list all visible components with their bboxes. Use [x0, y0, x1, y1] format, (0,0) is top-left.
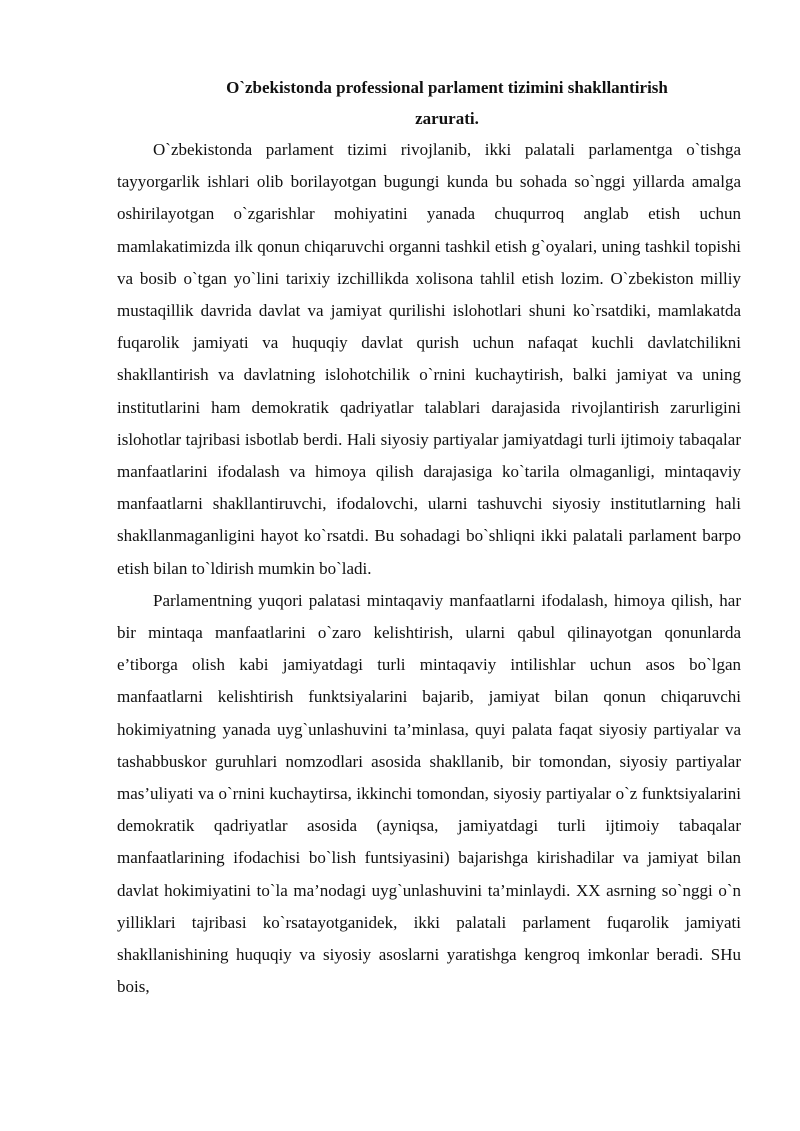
document-title: [117, 72, 741, 134]
title-line-2: zarurati.: [415, 109, 479, 128]
body-paragraph-1: O`zbekistonda parlament tizimi rivojlanib, ikki palatali parlamentga o`tishga tayyorgarlik ishlari olib borilayotgan bugungi kunda bu sohada so`nggi yillarda amalga oshirilayotgan o`zgarishlar mohiyatini yanada chuqurroq anglab etish uchun mamlakatimizda ilk qonun chiqaruvchi organni tashkil etish g`oyalari, uning tashkil topishi va bosib o`tgan yo`lini tarixiy izchillikda xolisona tahlil etish lozim. O`zbekiston milliy mustaqillik davrida davlat va jamiyat qurilishi islohotlari shuni ko`rsatdiki, mamlakatda fuqarolik jamiyati va huquqiy davlat qurish uchun nafaqat kuchli davlatchilikni shakllantirish va davlatning islohotchilik o`rnini kuchaytirish, balki jamiyat va uning institutlarini ham demokratik qadriyatlar talablari darajasida rivojlantirish zarurligini islohotlar tajribasi isbotlab berdi. Hali siyosiy partiyalar jamiyatdagi turli ijtimoiy tabaqalar manfaatlarini ifodalash va himoya qilish darajasiga ko`tarila olmaganligi, mintaqaviy manfaatlarni shakllantiruvchi, ifodalovchi, ularni tashuvchi siyosiy institutlarning hali shakllanmaganligini hayot ko`rsatdi. Bu sohadagi bo`shliqni ikki palatali parlament barpo etish bilan to`ldirish mumkin bo`ladi.: [117, 140, 741, 578]
document-page: [117, 72, 741, 1003]
title-line-1: O`zbekistonda professional parlament tizimini shakllantirish: [226, 78, 668, 97]
body-paragraph-2: Parlamentning yuqori palatasi mintaqaviy manfaatlarni ifodalash, himoya qilish, har bir mintaqa manfaatlarini o`zaro kelishtirish, ularni qabul qilinayotgan qonunlarda e’tiborga olish kabi jamiyatdagi turli mintaqaviy intilishlar uchun asos bo`lgan manfaatlarni kelishtirish funktsiyalarini bajarib, jamiyat bilan qonun chiqaruvchi hokimiyatning yanada uyg`unlashuvini ta’minlasa, quyi palata faqat siyosiy partiyalar va tashabbuskor guruhlari nomzodlari asosida shakllanib, bir tomondan, siyosiy partiyalar mas’uliyati va o`rnini kuchaytirsa, ikkinchi tomondan, siyosiy partiyalar o`z funktsiyalarini demokratik qadriyatlar asosida (ayniqsa, jamiyatdagi turli ijtimoiy tabaqalar manfaatlarining ifodachisi bo`lish funtsiyasini) bajarishga kirishadilar va jamiyat bilan davlat hokimiyatini to`la ma’nodagi uyg`unlashuvini ta’minlaydi. XX asrning so`nggi o`n yilliklari tajribasi ko`rsatayotganidek, ikki palatali parlament fuqarolik jamiyati shakllanishining huquqiy va siyosiy asoslarni yaratishga kengroq imkonlar beradi. SHu bois,: [117, 590, 741, 997]
